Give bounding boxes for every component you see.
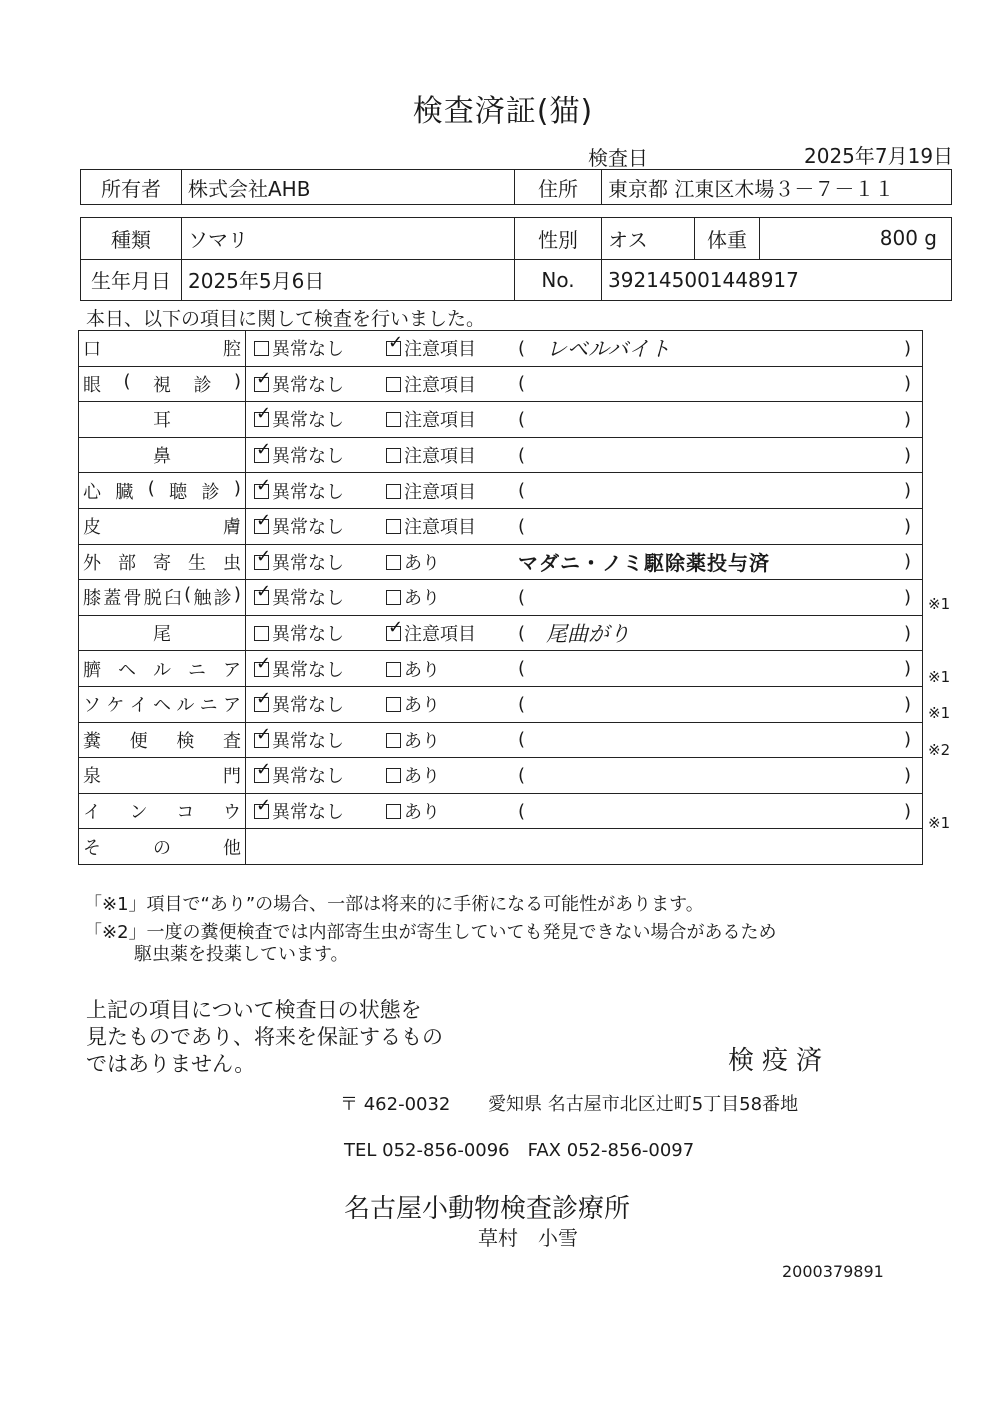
exam-item-result bbox=[246, 615, 923, 651]
paren-close: ) bbox=[904, 551, 912, 573]
exam-item-result bbox=[246, 580, 923, 616]
paren-close: ) bbox=[904, 800, 912, 822]
exam-table bbox=[78, 330, 923, 865]
normal-checkbox[interactable]: ✓ 異常なし bbox=[254, 656, 344, 682]
exam-item-label: 外 部 寄 生 虫 bbox=[79, 544, 246, 580]
alt-checkbox[interactable]: 注意項目 bbox=[386, 513, 476, 539]
paren-open: ( bbox=[518, 337, 526, 359]
alt-checkbox[interactable]: ✓ 注意項目 bbox=[386, 620, 476, 646]
normal-checkbox[interactable]: ✓ 異常なし bbox=[254, 442, 344, 468]
alt-checkbox[interactable]: あり bbox=[386, 549, 440, 575]
address-label: 住所 bbox=[515, 170, 602, 205]
paren-open: ( bbox=[518, 480, 526, 502]
exam-item-label: ソ ケ イ ヘ ル ニ ア bbox=[79, 686, 246, 722]
exam-item-result bbox=[246, 366, 923, 402]
owner-table bbox=[80, 169, 952, 205]
paren-open: ( bbox=[518, 764, 526, 786]
footnote-mark: ※1 bbox=[928, 704, 951, 722]
footnote-mark: ※1 bbox=[928, 667, 951, 686]
exam-note: マダニ・ノミ駆除薬投与済 bbox=[518, 551, 770, 576]
normal-checkbox[interactable]: 異常なし bbox=[254, 335, 344, 361]
alt-checkbox[interactable]: あり bbox=[386, 798, 440, 824]
exam-item-result bbox=[246, 437, 923, 473]
exam-item-label: 皮 膚 bbox=[79, 508, 246, 544]
exam-item-label: 口 腔 bbox=[79, 331, 246, 367]
sex-label: 性別 bbox=[515, 218, 602, 260]
paren-close: ) bbox=[904, 515, 912, 537]
paren-open: ( bbox=[518, 515, 526, 537]
exam-row bbox=[79, 544, 923, 580]
exam-note: レベルバイト bbox=[546, 337, 671, 362]
exam-item-label: 耳 bbox=[79, 402, 246, 438]
alt-checkbox[interactable]: 注意項目 bbox=[386, 406, 476, 432]
exam-row-other bbox=[79, 829, 923, 865]
exam-row bbox=[79, 686, 923, 722]
exam-note: 尾曲がり bbox=[546, 622, 630, 647]
exam-row bbox=[79, 580, 923, 616]
exam-item-result bbox=[246, 331, 923, 367]
exam-item-label: 尾 bbox=[79, 615, 246, 651]
footnote-mark: ※2 bbox=[928, 740, 951, 759]
other-label: そ の 他 bbox=[79, 829, 246, 865]
exam-item-result bbox=[246, 686, 923, 722]
alt-checkbox[interactable]: あり bbox=[386, 584, 440, 610]
exam-row bbox=[79, 508, 923, 544]
clinic-address: 愛知県 名古屋市北区辻町5丁目58番地 bbox=[488, 1094, 799, 1115]
weight-value: 800 g bbox=[760, 218, 952, 260]
paren-close: ) bbox=[904, 764, 912, 786]
exam-item-result bbox=[246, 473, 923, 509]
intro-text: 本日、以下の項目に関して検査を行いました。 bbox=[86, 308, 486, 330]
document-title: 検査済証(猫) bbox=[412, 94, 594, 129]
paren-close: ) bbox=[904, 622, 912, 644]
paren-open: ( bbox=[518, 408, 526, 430]
exam-row bbox=[79, 366, 923, 402]
paren-close: ) bbox=[904, 480, 912, 502]
paren-close: ) bbox=[904, 693, 912, 715]
owner-value: 株式会社AHB bbox=[182, 170, 515, 205]
exam-item-label: 眼 ( 視 診 ) bbox=[79, 366, 246, 402]
birth-value: 2025年5月6日 bbox=[182, 259, 515, 301]
exam-row bbox=[79, 722, 923, 758]
normal-checkbox[interactable]: ✓ 異常なし bbox=[254, 584, 344, 610]
exam-item-result bbox=[246, 651, 923, 687]
quarantine-stamp: 検疫済 bbox=[728, 1046, 831, 1076]
alt-checkbox[interactable]: あり bbox=[386, 691, 440, 717]
exam-item-label: イ ン コ ウ bbox=[79, 793, 246, 829]
disclaimer-line-1: 上記の項目について検査日の状態を bbox=[86, 998, 422, 1022]
exam-item-label: 膝 蓋 骨 脱 臼 ( 触 診 ) bbox=[79, 580, 246, 616]
breed-value: ソマリ bbox=[182, 218, 515, 260]
exam-item-result bbox=[246, 402, 923, 438]
normal-checkbox[interactable]: ✓ 異常なし bbox=[254, 549, 344, 575]
paren-close: ) bbox=[904, 408, 912, 430]
exam-item-result bbox=[246, 508, 923, 544]
postal-code: 〒 462-0032 bbox=[340, 1094, 451, 1115]
owner-label: 所有者 bbox=[81, 170, 182, 205]
paren-close: ) bbox=[904, 586, 912, 608]
exam-date-value: 2025年7月19日 bbox=[804, 144, 954, 168]
other-value bbox=[246, 829, 923, 865]
exam-item-label: 糞 便 検 査 bbox=[79, 722, 246, 758]
clinic-name: 名古屋小動物検査診療所 bbox=[344, 1194, 631, 1224]
exam-date-label: 検査日 bbox=[588, 146, 648, 170]
footnote-2-cont: 駆虫薬を投薬しています。 bbox=[134, 944, 349, 965]
sex-value: オス bbox=[602, 218, 695, 260]
paren-open: ( bbox=[518, 729, 526, 751]
paren-open: ( bbox=[518, 444, 526, 466]
alt-checkbox[interactable]: あり bbox=[386, 656, 440, 682]
exam-item-label: 泉 門 bbox=[79, 758, 246, 794]
normal-checkbox[interactable]: ✓ 異常なし bbox=[254, 691, 344, 717]
paren-close: ) bbox=[904, 373, 912, 395]
alt-checkbox[interactable]: 注意項目 bbox=[386, 371, 476, 397]
footnote-1: 「※1」項目で“あり”の場合、一部は将来的に手術になる可能性があります。 bbox=[84, 894, 704, 915]
exam-row bbox=[79, 402, 923, 438]
exam-item-result bbox=[246, 722, 923, 758]
document-number: 2000379891 bbox=[782, 1262, 884, 1281]
paren-open: ( bbox=[518, 658, 526, 680]
paren-close: ) bbox=[904, 658, 912, 680]
clinic-phone: TEL 052-856-0096 FAX 052-856-0097 bbox=[344, 1140, 695, 1161]
address-value: 東京都 江東区木場３－７－１１ bbox=[602, 170, 952, 205]
exam-item-result bbox=[246, 544, 923, 580]
alt-checkbox[interactable]: あり bbox=[386, 762, 440, 788]
paren-close: ) bbox=[904, 729, 912, 751]
vet-name: 草村 小雪 bbox=[478, 1226, 578, 1250]
exam-row bbox=[79, 793, 923, 829]
normal-checkbox[interactable]: ✓ 異常なし bbox=[254, 406, 344, 432]
footnote-2: 「※2」一度の糞便検査では内部寄生虫が寄生していても発見できない場合があるため bbox=[84, 922, 777, 943]
alt-checkbox[interactable]: 注意項目 bbox=[386, 478, 476, 504]
normal-checkbox[interactable]: ✓ 異常なし bbox=[254, 798, 344, 824]
normal-checkbox[interactable]: ✓ 異常なし bbox=[254, 762, 344, 788]
exam-item-result bbox=[246, 758, 923, 794]
paren-close: ) bbox=[904, 337, 912, 359]
exam-item-result bbox=[246, 793, 923, 829]
normal-checkbox[interactable]: ✓ 異常なし bbox=[254, 478, 344, 504]
footnote-mark: ※1 bbox=[928, 813, 951, 832]
alt-checkbox[interactable]: ✓ 注意項目 bbox=[386, 335, 476, 361]
alt-checkbox[interactable]: 注意項目 bbox=[386, 442, 476, 468]
normal-checkbox[interactable]: 異常なし bbox=[254, 620, 344, 646]
exam-item-label: 鼻 bbox=[79, 437, 246, 473]
paren-open: ( bbox=[518, 622, 526, 644]
paren-open: ( bbox=[518, 693, 526, 715]
exam-item-label: 臍 ヘ ル ニ ア bbox=[79, 651, 246, 687]
normal-checkbox[interactable]: ✓ 異常なし bbox=[254, 727, 344, 753]
normal-checkbox[interactable]: ✓ 異常なし bbox=[254, 513, 344, 539]
exam-item-label: 心 臓 ( 聴 診 ) bbox=[79, 473, 246, 509]
exam-row bbox=[79, 473, 923, 509]
exam-row bbox=[79, 331, 923, 367]
footnote-mark: ※1 bbox=[928, 594, 951, 613]
weight-label: 体重 bbox=[695, 218, 760, 260]
paren-open: ( bbox=[518, 586, 526, 608]
exam-row bbox=[79, 758, 923, 794]
pet-table bbox=[80, 217, 952, 301]
breed-label: 種類 bbox=[81, 218, 182, 260]
paren-close: ) bbox=[904, 444, 912, 466]
disclaimer-line-2: 見たものであり、将来を保証するもの bbox=[86, 1025, 443, 1049]
paren-open: ( bbox=[518, 373, 526, 395]
exam-row bbox=[79, 615, 923, 651]
no-label: No. bbox=[515, 259, 602, 301]
no-value: 392145001448917 bbox=[602, 259, 952, 301]
exam-row bbox=[79, 651, 923, 687]
disclaimer-line-3: ではありません。 bbox=[86, 1052, 256, 1076]
birth-label: 生年月日 bbox=[81, 259, 182, 301]
alt-checkbox[interactable]: あり bbox=[386, 727, 440, 753]
normal-checkbox[interactable]: ✓ 異常なし bbox=[254, 371, 344, 397]
paren-open: ( bbox=[518, 800, 526, 822]
exam-row bbox=[79, 437, 923, 473]
